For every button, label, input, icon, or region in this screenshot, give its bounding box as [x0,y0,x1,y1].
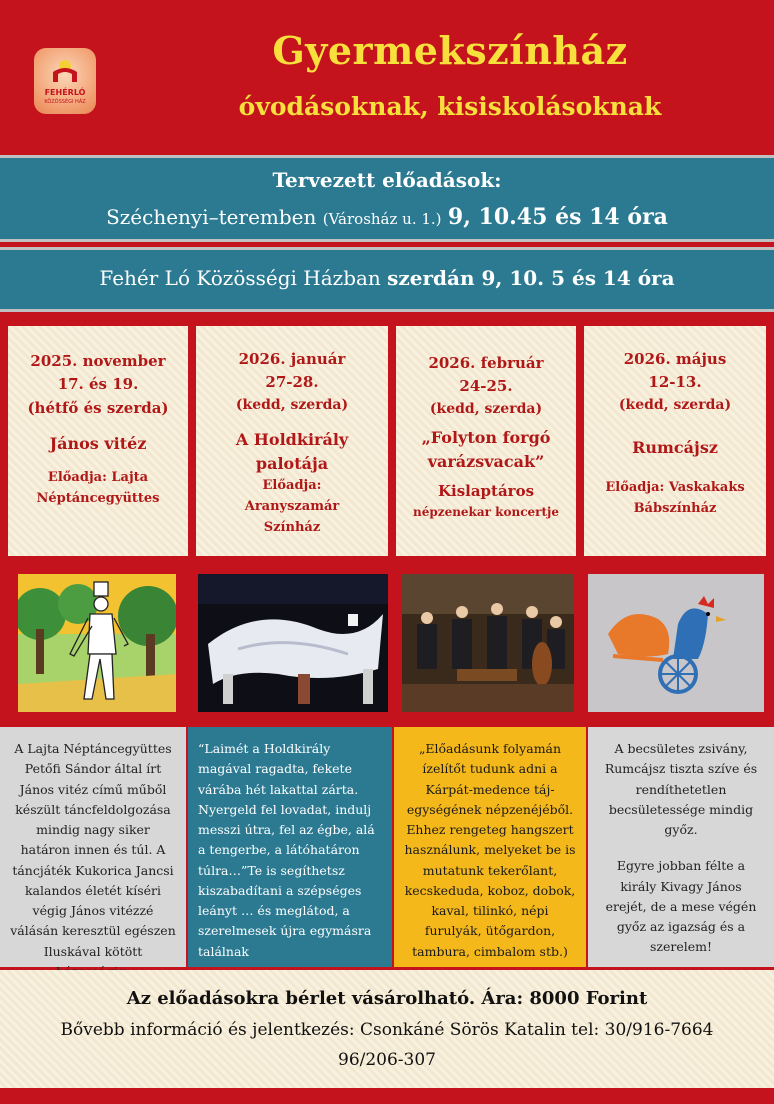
season-pass-line: Az előadásokra bérlet vásárolható. Ára: 8000 Forint [126,988,648,1009]
show-title: Rumcájsz [632,438,718,458]
show-performer-label: Előadja: Vaskakaks [605,480,745,496]
description-holdkiraly: “Laimét a Holdkirály magával ragadta, fekete várába hét lakattal zárta. Nyergeld fel lovadat, indulj messzi útra, fel az égbe, alá a tengerbe, a látóhatáron túlra…”Te is segíthetsz kiszabadítani a szépséges leányt … és meglátod, a szerelmesek újra egymásra találnak [188,727,392,967]
show-weekday: (kedd, szerda) [429,400,543,417]
show-title: János vitéz [49,433,147,453]
venue2-times: szerdán 9, 10. 5 és 14 óra [387,266,675,290]
contact-phone-2: 96/206-307 [338,1050,436,1070]
show-days: 12-13. [648,373,702,392]
show-days: 24-25. [459,377,513,396]
show-title-line2: varázsvacak” [427,452,545,472]
horse-logo-icon [50,58,80,84]
schedule-band-feher-lo [0,247,774,312]
show-weekday: (kedd, szerda) [235,396,349,413]
venue1-address: (Városház u. 1.) [322,210,442,228]
show-days: 17. és 19. [57,375,139,394]
description-janos-vitez: A Lajta Néptáncegyüttes Petőfi Sándor által írt János vitéz című műből készült táncfeldolgozása mindig nagy siker határon innen és túl. A táncjáték Kukorica Jancsi kalandos életét kíséri végig János vitézzé válásán keresztül egészen Iluskával kötött [0,727,186,967]
show-performer: Néptáncegyüttes [36,490,160,506]
show-title-line1: A Holdkirály [235,430,349,450]
show-performer-line2: népzenekar koncertje [413,504,559,519]
venue2-name: Fehér Ló Közösségi Házban [99,266,381,290]
show-performer: Bábszínház [633,500,717,516]
show-weekday: (kedd, szerda) [618,396,732,413]
description-rumcajsz [588,727,774,967]
page-subtitle: óvodásoknak, kisiskolásoknak [238,92,662,121]
show-weekday: (hétfő és szerda) [27,398,169,417]
page-title: Gyermekszínház [272,28,628,73]
show-date: 2025. november [30,352,166,370]
show-card-janos-vitez [8,326,188,556]
show-pictures [0,562,774,724]
janos-vitez-illustration [18,574,176,712]
show-title-line1: „Folyton forgó [421,428,551,448]
contact-info-line: Bővebb információ és jelentkezés: Csonkáné Sörös Katalin tel: 30/916-7664 [60,1020,714,1040]
rumcajsz-rooster-illustration [588,574,764,712]
logo-name: FEHÉRLÓ [44,88,86,97]
show-date: 2026. május [623,350,727,368]
description-rumcajsz-para1: A becsületes zsivány, Rumcájsz tiszta szíve és rendíthetetlen becsületessége mindig győz. [604,741,758,837]
show-title-line2: palotája [255,454,329,474]
show-card-holdkiraly [196,326,388,556]
show-columns [0,318,774,560]
schedule-heading: Tervezett előadások: [272,168,502,192]
venue1-name: Széchenyi–teremben [106,205,317,229]
schedule-band-szechenyi [0,155,774,242]
show-performer-line1: Kislaptáros [437,482,535,501]
show-performer-line1: Aranyszamár [244,498,340,514]
header [0,0,774,152]
show-card-rumcajsz [584,326,766,556]
venue2-line [0,266,774,290]
venue1-line [0,204,774,230]
venue1-times: 9, 10.45 és 14 óra [447,204,668,230]
description-folyton-forgo: „Előadásunk folyamán ízelítőt tudunk adni a Kárpát-medence táj-egységének népzenéjéből. Ehhez rengeteg hangszert használunk, melyeket be is mutatunk tekerőlant, kecskeduda, koboz, dobok, kaval, tilinkó, népi furulyák, ütőgardon, tambura, cimbalom stb.) [394,727,586,967]
show-performer-label: Előadja: Lajta [47,469,149,485]
show-descriptions [0,724,774,968]
kislaptaros-band-photo [402,574,574,712]
logo-subname: KÖZÖSSÉGI HÁZ [44,99,86,105]
show-days: 27-28. [265,373,319,392]
show-date: 2026. január [238,350,346,368]
show-performer-label: Előadja: [262,478,322,494]
show-card-folyton-forgo [396,326,576,556]
show-performer-line2: Színház [263,519,321,535]
feher-lo-logo [34,48,96,114]
footer-info [0,970,774,1088]
holdkiraly-stage-photo [198,574,388,712]
show-date: 2026. február [428,354,544,372]
description-rumcajsz-para2: Egyre jobban félte a király Kivagy János erejét, de a mese végén győz az igazság és a szerelem! [605,858,757,955]
